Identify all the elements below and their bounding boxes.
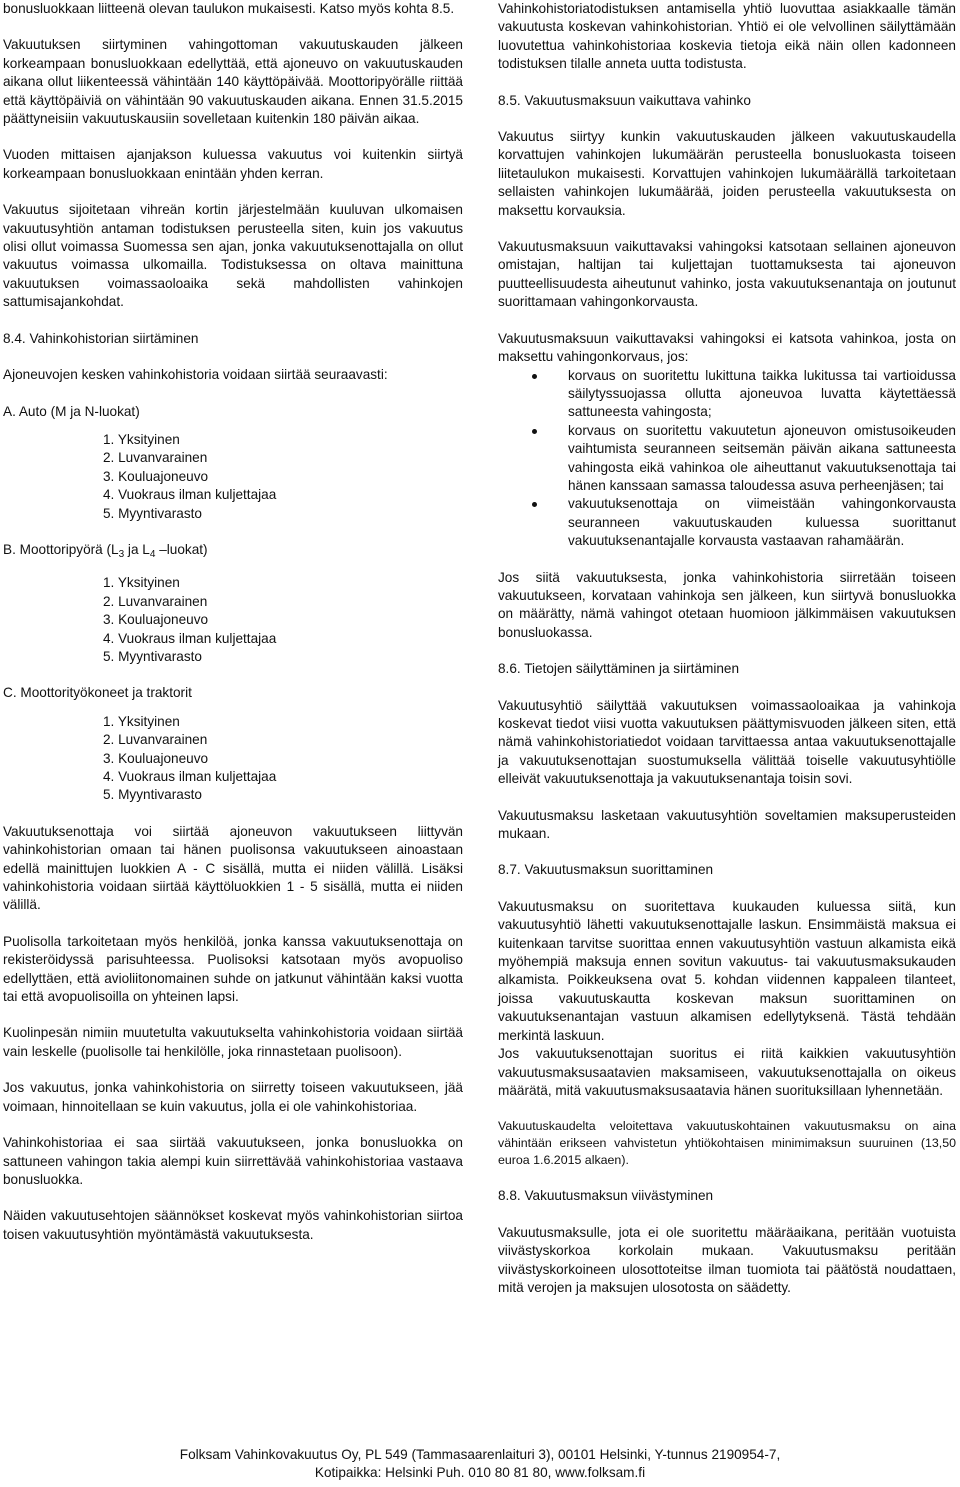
section-8-5-heading: 8.5. Vakuutusmaksuun vaikuttava vahinko <box>498 92 751 108</box>
list-item: 1. Yksityinen <box>103 575 180 591</box>
bullet-icon <box>532 502 537 507</box>
list-item: 2. Luvanvarainen <box>103 732 208 748</box>
bonus-transfer-paragraph: Vakuutuksen siirtyminen vahingottoman vakuutuskauden jälkeen korkeampaan bonusluokkaan edellyttää, että ajoneuvo on vakuutuskauden aikana ollut liikenteessä vähintään 140 käyttöpäivää. Moottoripyörälle riittää että käyttöpäiviä on vähintään 90 vakuutuskauden aikana. Ennen 31.5.2015 päättyneisiin vakuutuskausiin sovelletaan kuitenkin 180 päivän aikaa. <box>3 37 463 127</box>
history-certificate-paragraph: Vahinkohistoriatodistuksen antamisella yhtiö luovuttaa asiakkaalle tämän vakuutusta koskevan vahinkohistorian. Yhtiö ei ole velvollinen säilyttämään luovutettua vahinkohistoriaa koskevia tietoja eikä näin ollen kadonneen todistuksen tilalle anneta uutta todistusta. <box>498 1 956 72</box>
category-a-label: A. Auto (M ja N-luokat) <box>3 403 140 419</box>
bullet-icon <box>532 374 537 379</box>
estate-paragraph: Kuolinpesän nimiin muutetulta vakuutukselta vahinkohistoria voidaan siirtää vain leskelle (puolisolle tai henkilölle, joka rinnastetaan puolisoon). <box>3 1025 463 1059</box>
payment-terms-paragraph: Vakuutusmaksu on suoritettava kuukauden kuluessa siitä, kun vakuutusyhtiö lähetti vakuutuksenottajalle laskun. Ensimmäistä maksua ei kuitenkaan tarvitse suorittaa ennen vakuutusyhtiön vastuun alkamista eikä myöhempiä maksuja ennen sovitun vakuutus- tai vakuutusmaksukauden alkamista. Poikkeuksena ovat 5. kohdan viidennen kappaleen tilanteet, joissa vakuutuskautta koskevan maksun suorittaminen on vakuutuksenantajan vastuun alkamisen edellytyksenä. Tästä tehdään merkintä laskuun. <box>498 898 956 1043</box>
list-item: 5. Myyntivarasto <box>103 648 202 664</box>
affecting-damage-paragraph: Vakuutusmaksuun vaikuttavaksi vahingoksi katsotaan sellainen ajoneuvon omistajan, haltijan tai kuljettajan tuottamuksesta tai ajoneuvon puutteellisuudesta aiheutunut vahinko, josta vakuutuksenantaja on joutunut suorittamaan vahingonkorvausta. <box>498 239 956 310</box>
list-item: korvaus on suoritettu lukittuna taikka lukitussa tai vartioidussa säilytyssuojassa ollutta ajoneuvoa luvatta käytettäessä sattuneesta vahingosta; <box>498 367 956 422</box>
category-a-class-list <box>103 431 463 523</box>
right-column <box>498 0 956 1297</box>
category-c-class-list <box>103 713 463 805</box>
footer-contact-line: Kotipaikka: Helsinki Puh. 010 80 81 80, www.folksam.fi <box>314 1465 646 1481</box>
later-claims-paragraph: Jos siitä vakuutuksesta, jonka vahinkohistoria siirretään toiseen vakuutukseen, korvataan vahinkoja sen jälkeen, kun siirtyvä bonusluokka on määrätty, nämä vahingot otetaan huomioon jälkimmäisen vakuutuksen bonusluokassa. <box>498 569 956 640</box>
section-8-8-heading: 8.8. Vakuutusmaksun viivästyminen <box>498 1188 714 1204</box>
transfer-intro-paragraph: Ajoneuvojen kesken vahinkohistoria voidaan siirtää seuraavasti: <box>3 367 388 383</box>
remaining-policy-paragraph: Jos vakuutus, jonka vahinkohistoria on siirretty toiseen vakuutukseen, jää voimaan, hinnoitellaan se kuin vakuutus, jolla ei ole vahinkohistoriaa. <box>3 1080 463 1114</box>
category-b-label: B. Moottoripyörä ($L_3$ ja $L_4$ –luokat) <box>3 541 208 560</box>
history-transfer-paragraph: Vakuutuksenottaja voi siirtää ajoneuvon vakuutukseen liittyvän vahinkohistorian omaan tai hänen puolisonsa vakuutukseen ainoastaan edellä mainittujen luokkien A - C sisällä, mutta ei niiden välillä. Lisäksi vahinkohistoria voidaan siirtää käyttöluokkien 1 - 5 sisällä, mutta ei niiden välillä. <box>3 823 463 913</box>
list-item: 2. Luvanvarainen <box>103 593 208 609</box>
list-item: vakuutuksenottaja on viimeistään vahingonkorvausta seuranneen vakuutuskauden kuluessa suorittanut vakuutuksenantajalle korvausta vastaavan rahamäärän. <box>498 495 956 550</box>
section-8-7-heading: 8.7. Vakuutusmaksun suorittaminen <box>498 862 714 878</box>
section-8-4-heading: 8.4. Vahinkohistorian siirtäminen <box>3 330 199 346</box>
bullet-icon <box>532 429 537 434</box>
premium-basis-paragraph: Vakuutusmaksu lasketaan vakuutusyhtiön soveltamien maksuperusteiden mukaan. <box>498 807 956 842</box>
yearly-limit-paragraph: Vuoden mittaisen ajanjakson kuluessa vakuutus voi kuitenkin siirtyä korkeampaan bonusluokkaan enintään yhden kerran. <box>3 147 463 181</box>
data-retention-paragraph: Vakuutusyhtiö säilyttää vakuutuksen voimassaoloaikaa ja vahinkoja koskevat tiedot viisi vuotta vakuutuksen päättymisvuoden jälkeen siten, että nämä vahinkohistoriatiedot voidaan tarvittaessa antaa vakuutuksenottajalle ja vakuutuksenottajan suostumuksella välittää toiselle vakuutusyhtiölle elleivät vakuutuksenottaja ja vakuutuksenantaja toisin sovi. <box>498 697 956 787</box>
list-item: 2. Luvanvarainen <box>103 450 208 466</box>
lower-bonus-paragraph: Vahinkohistoriaa ei saa siirtää vakuutukseen, jonka bonusluokka on sattuneen vahingon takia alempi kuin siirrettävää vahinkohistoriaa vastaava bonusluokka. <box>3 1135 463 1187</box>
list-item: 3. Kouluajoneuvo <box>103 750 209 766</box>
list-item: 1. Yksityinen <box>103 713 180 729</box>
list-item: 5. Myyntivarasto <box>103 787 202 803</box>
list-item: 3. Kouluajoneuvo <box>103 468 209 484</box>
spouse-paragraph: Puolisolla tarkoitetaan myös henkilöä, jonka kanssa vakuutuksenottaja on rekisteröidyssä parisuhteessa. Puolisoksi katsotaan myös avopuoliso edellyttäen, että avioliitonomainen suhde on jatkunut vähintään kaksi vuotta tai että avopuolisoilla on yhteinen lapsi. <box>3 933 463 1005</box>
category-c-label: C. Moottorityökoneet ja traktorit <box>3 685 192 701</box>
late-payment-paragraph: Vakuutusmaksulle, jota ei ole suoritettu määräaikana, peritään vuotuista viivästyskorkoa korkolain mukaan. Vakuutusmaksu peritään viivästyskorkoineen ulosottoteitse ilman tuomiota tai päätöstä noudattaen, mitä verojen ja maksujen ulosotosta on säädetty. <box>498 1224 956 1295</box>
list-item: korvaus on suoritettu vakuutetun ajoneuvon omistusoikeuden vaihtumista seuranneen seitsemän päivän aikana sattuneesta vahingosta eikä vahinkoa ole aiheuttanut vakuutuksenottaja tai hänen kanssaan samassa taloudessa asuva perheenjäsen; tai <box>498 422 956 496</box>
exceptions-list <box>498 367 956 551</box>
list-item: 1. Yksityinen <box>103 431 180 447</box>
exceptions-intro-paragraph: Vakuutusmaksuun vaikuttavaksi vahingoksi ei katsota vahinkoa, josta on maksettu vahingonkorvaus, jos: <box>498 330 956 365</box>
list-item: 5. Myyntivarasto <box>103 505 202 521</box>
list-item: 3. Kouluajoneuvo <box>103 612 209 628</box>
list-item: 4. Vuokraus ilman kuljettajaa <box>103 630 277 646</box>
payment-allocation-paragraph: Jos vakuutuksenottajan suoritus ei riitä kaikkien vakuutusyhtiön vakuutusmaksusaatavien maksamiseen, vakuutuksenottajalla on oikeus määrätä, mitä vakuutusmaksusaatavia hänen suorituksillaan lyhennetään. <box>498 1046 956 1098</box>
list-item: 4. Vuokraus ilman kuljettajaa <box>103 769 277 784</box>
minimum-premium-paragraph: Vakuutuskaudelta veloitettava vakuutuskohtainen vakuutusmaksu on aina vähintään erikseen vahvistetun yhtiökohtaisen minimimaksun suuruinen (13,50 euroa 1.6.2015 alkaen). <box>498 1119 956 1168</box>
footer-company-line: Folksam Vahinkovakuutus Oy, PL 549 (Tammasaarenlaituri 3), 00101 Helsinki, Y-tunnus 2190954-7, <box>179 1447 781 1462</box>
other-insurer-paragraph: Näiden vakuutusehtojen säännökset koskevat myös vahinkohistorian siirtoa toisen vakuutusyhtiön myöntämästä vakuutuksesta. <box>3 1208 463 1242</box>
left-column <box>3 0 463 1244</box>
page-footer <box>0 1446 960 1483</box>
intro-paragraph: bonusluokkaan liitteenä olevan taulukon mukaisesti. Katso myös kohta 8.5. <box>3 1 455 16</box>
list-item: 4. Vuokraus ilman kuljettajaa <box>103 487 277 503</box>
section-8-6-heading: 8.6. Tietojen säilyttäminen ja siirtäminen <box>498 661 740 677</box>
green-card-paragraph: Vakuutus sijoitetaan vihreän kortin järjestelmään kuuluvan ulkomaisen vakuutusyhtiön antaman todistuksen perusteella siten, kuin jos vakuutus olisi ollut voimassa Suomessa sen ajan, jonka vakuutuksenottajalla on ollut vakuutus voimassa ulkomailla. Todistuksessa on oltava mainittuna vakuutuksen voimassaoloaika sekä mahdollisten vahinkojen sattumisajankohdat. <box>3 202 463 310</box>
category-b-class-list <box>103 574 463 666</box>
bonus-class-paragraph: Vakuutus siirtyy kunkin vakuutuskauden jälkeen vakuutuskaudella korvattujen vahinkojen lukumäärän perusteella bonusluokasta toiseen liitetaulukon mukaisesti. Korvattujen vahinkojen lukumäärällä tarkoitetaan sellaisten vahinkojen lukumäärää, joiden perusteella vakuutuksesta on maksettu korvauksia. <box>498 129 956 218</box>
